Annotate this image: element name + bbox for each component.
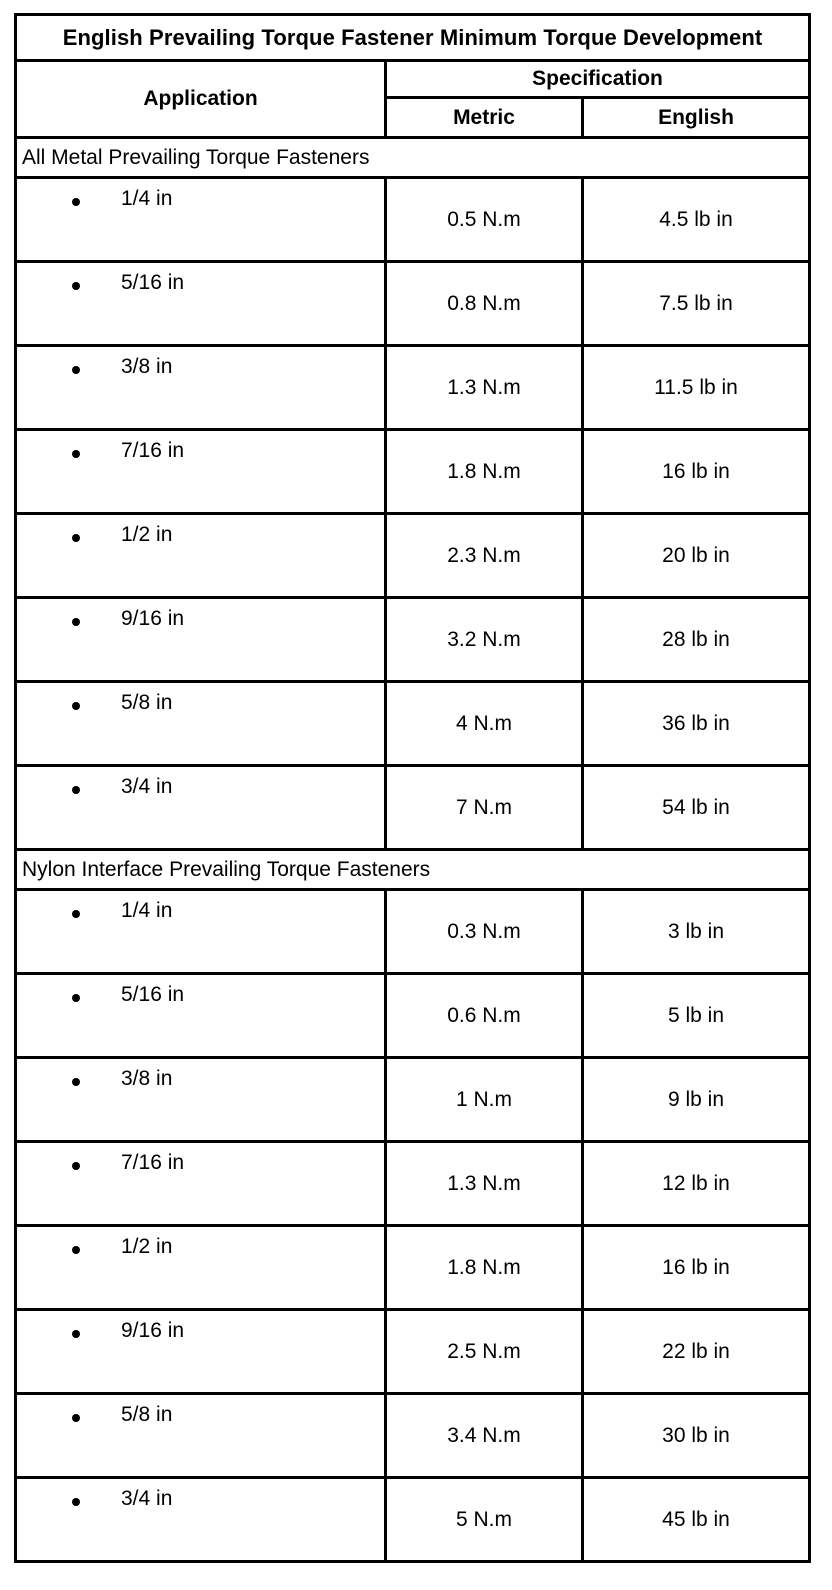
english-value: 30 lb in — [583, 1394, 810, 1478]
english-header: English — [583, 98, 810, 138]
english-value: 7.5 lb in — [583, 262, 810, 346]
specification-header: Specification — [386, 61, 810, 98]
metric-value: 0.6 N.m — [386, 974, 583, 1058]
table-row — [16, 598, 810, 682]
application-cell — [16, 514, 386, 598]
bullet-icon — [72, 450, 80, 458]
application-cell — [16, 178, 386, 262]
table-row — [16, 974, 810, 1058]
table-row — [16, 1142, 810, 1226]
application-cell — [16, 890, 386, 974]
metric-value: 3.2 N.m — [386, 598, 583, 682]
table-row — [16, 766, 810, 850]
bullet-icon — [72, 786, 80, 794]
application-cell — [16, 598, 386, 682]
table-row — [16, 346, 810, 430]
bullet-icon — [72, 534, 80, 542]
metric-value: 3.4 N.m — [386, 1394, 583, 1478]
section-title: All Metal Prevailing Torque Fasteners — [16, 138, 810, 178]
bullet-icon — [72, 366, 80, 374]
metric-value: 7 N.m — [386, 766, 583, 850]
application-cell — [16, 1226, 386, 1310]
application-cell — [16, 1142, 386, 1226]
table-row — [16, 1226, 810, 1310]
english-value: 16 lb in — [583, 430, 810, 514]
metric-value: 0.8 N.m — [386, 262, 583, 346]
table-body — [16, 138, 810, 1562]
metric-value: 1.8 N.m — [386, 1226, 583, 1310]
application-cell — [16, 974, 386, 1058]
application-cell — [16, 1058, 386, 1142]
bullet-icon — [72, 994, 80, 1002]
fastener-size: 3/8 in — [121, 355, 173, 378]
english-value: 9 lb in — [583, 1058, 810, 1142]
metric-value: 4 N.m — [386, 682, 583, 766]
fastener-size: 7/16 in — [121, 439, 185, 462]
table-title: English Prevailing Torque Fastener Minimum Torque Development — [16, 15, 810, 61]
application-cell — [16, 1394, 386, 1478]
bullet-icon — [72, 1498, 80, 1506]
fastener-size: 5/16 in — [121, 271, 185, 294]
application-cell — [16, 346, 386, 430]
metric-value: 0.3 N.m — [386, 890, 583, 974]
metric-value: 2.3 N.m — [386, 514, 583, 598]
fastener-size: 1/4 in — [121, 187, 173, 210]
english-value: 12 lb in — [583, 1142, 810, 1226]
bullet-icon — [72, 1330, 80, 1338]
bullet-icon — [72, 1414, 80, 1422]
metric-value: 1.3 N.m — [386, 346, 583, 430]
bullet-icon — [72, 1162, 80, 1170]
bullet-icon — [72, 618, 80, 626]
application-cell — [16, 262, 386, 346]
fastener-size: 9/16 in — [121, 607, 185, 630]
table-row — [16, 1058, 810, 1142]
section-row — [16, 138, 810, 178]
application-cell — [16, 430, 386, 514]
application-cell — [16, 682, 386, 766]
application-cell — [16, 1310, 386, 1394]
english-value: 3 lb in — [583, 890, 810, 974]
english-value: 45 lb in — [583, 1478, 810, 1562]
english-value: 28 lb in — [583, 598, 810, 682]
table-row — [16, 262, 810, 346]
metric-value: 1.8 N.m — [386, 430, 583, 514]
bullet-icon — [72, 282, 80, 290]
metric-value: 2.5 N.m — [386, 1310, 583, 1394]
english-value: 36 lb in — [583, 682, 810, 766]
metric-header: Metric — [386, 98, 583, 138]
english-value: 5 lb in — [583, 974, 810, 1058]
table-row — [16, 890, 810, 974]
fastener-size: 3/4 in — [121, 1487, 173, 1510]
table-row — [16, 430, 810, 514]
bullet-icon — [72, 1078, 80, 1086]
fastener-size: 1/2 in — [121, 1235, 173, 1258]
table-row — [16, 1310, 810, 1394]
fastener-size: 7/16 in — [121, 1151, 185, 1174]
bullet-icon — [72, 910, 80, 918]
application-cell — [16, 766, 386, 850]
section-title: Nylon Interface Prevailing Torque Fasteners — [16, 850, 810, 890]
table-row — [16, 514, 810, 598]
fastener-size: 5/8 in — [121, 691, 173, 714]
english-value: 4.5 lb in — [583, 178, 810, 262]
english-value: 20 lb in — [583, 514, 810, 598]
english-value: 16 lb in — [583, 1226, 810, 1310]
application-cell — [16, 1478, 386, 1562]
bullet-icon — [72, 702, 80, 710]
table-row — [16, 178, 810, 262]
table-row — [16, 682, 810, 766]
english-value: 22 lb in — [583, 1310, 810, 1394]
metric-value: 5 N.m — [386, 1478, 583, 1562]
bullet-icon — [72, 1246, 80, 1254]
table-row — [16, 1394, 810, 1478]
section-row — [16, 850, 810, 890]
fastener-size: 9/16 in — [121, 1319, 185, 1342]
fastener-size: 3/8 in — [121, 1067, 173, 1090]
application-header: Application — [16, 61, 386, 138]
english-value: 54 lb in — [583, 766, 810, 850]
fastener-size: 5/16 in — [121, 983, 185, 1006]
bullet-icon — [72, 198, 80, 206]
english-value: 11.5 lb in — [583, 346, 810, 430]
table-row — [16, 1478, 810, 1562]
fastener-size: 1/2 in — [121, 523, 173, 546]
metric-value: 1.3 N.m — [386, 1142, 583, 1226]
metric-value: 0.5 N.m — [386, 178, 583, 262]
metric-value: 1 N.m — [386, 1058, 583, 1142]
header-row-1 — [16, 61, 810, 98]
fastener-size: 3/4 in — [121, 775, 173, 798]
torque-spec-table — [14, 13, 811, 1563]
fastener-size: 1/4 in — [121, 899, 173, 922]
fastener-size: 5/8 in — [121, 1403, 173, 1426]
table-title-row — [16, 15, 810, 61]
